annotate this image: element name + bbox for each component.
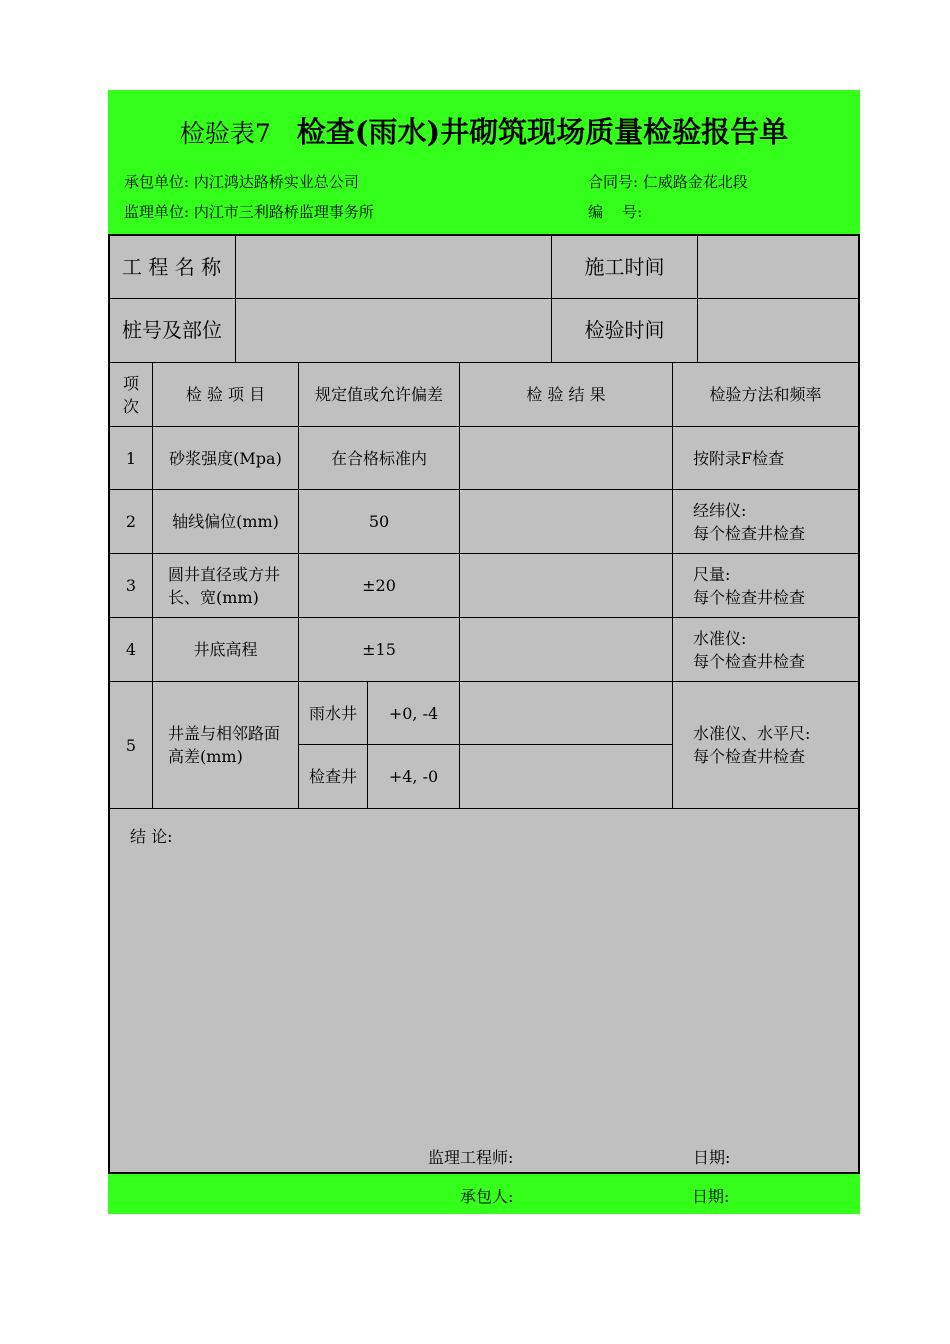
form-code: 检验表7 bbox=[179, 119, 271, 148]
row-2-no: 2 bbox=[125, 512, 137, 531]
row-2-spec: 50 bbox=[368, 512, 390, 531]
number-line bbox=[588, 201, 642, 222]
contract-line bbox=[588, 171, 748, 192]
page-title bbox=[108, 110, 860, 151]
station-label: 桩号及部位 bbox=[122, 318, 222, 342]
row-4-no: 4 bbox=[125, 640, 137, 659]
row-4-result[interactable] bbox=[460, 618, 672, 681]
row-5b-spec: +4, -0 bbox=[388, 767, 439, 786]
inspection-table bbox=[108, 234, 860, 1174]
contract-label: 合同号: bbox=[588, 173, 639, 191]
row-5a-spec: +0, -4 bbox=[388, 703, 439, 723]
row-1-method: 按附录F检查 bbox=[693, 448, 785, 468]
row-5a-result[interactable] bbox=[460, 682, 672, 744]
row-5-no: 5 bbox=[125, 735, 137, 755]
row-3-method: 尺量: 每个检查井检查 bbox=[693, 564, 806, 607]
row-2-result[interactable] bbox=[460, 490, 672, 553]
row-2-item: 轴线偏位(mm) bbox=[172, 512, 279, 531]
engineer-label: 监理工程师: bbox=[428, 1147, 514, 1167]
row-2-method: 经纬仪: 每个检查井检查 bbox=[693, 500, 806, 543]
supervisor-value: 内江市三利路桥监理事务所 bbox=[193, 203, 374, 221]
footer-date-label: 日期: bbox=[692, 1187, 730, 1206]
form-header bbox=[108, 90, 860, 234]
project-name-value[interactable] bbox=[236, 236, 551, 298]
supervisor-line bbox=[124, 201, 374, 222]
contractor-line bbox=[124, 171, 359, 192]
number-label: 编 号: bbox=[588, 203, 643, 221]
col-method-header: 检验方法和频率 bbox=[709, 385, 822, 404]
conclusion-date-label: 日期: bbox=[693, 1147, 731, 1167]
row-1-no: 1 bbox=[125, 448, 137, 468]
row-4-item: 井底高程 bbox=[193, 640, 258, 659]
project-name-label: 工 程 名 称 bbox=[122, 254, 222, 279]
row-3-item: 圆井直径或方井 长、宽(mm) bbox=[168, 564, 281, 607]
construction-time-value[interactable] bbox=[698, 236, 858, 298]
row-1-item: 砂浆强度(Mpa) bbox=[169, 448, 282, 468]
form-footer bbox=[108, 1174, 860, 1214]
station-value[interactable] bbox=[236, 299, 551, 362]
row-5a-type: 雨水井 bbox=[308, 703, 357, 723]
conclusion-area[interactable] bbox=[110, 848, 858, 1138]
form-title: 检查(雨水)井砌筑现场质量检验报告单 bbox=[296, 115, 789, 149]
inspection-time-label: 检验时间 bbox=[584, 318, 665, 342]
col-spec-header: 规定值或允许偏差 bbox=[314, 385, 443, 404]
row-1-spec: 在合格标准内 bbox=[330, 448, 427, 468]
contractor-label: 承包单位: bbox=[124, 173, 190, 191]
col-item-header: 检 验 项 目 bbox=[185, 385, 266, 404]
row-4-spec: ±15 bbox=[362, 640, 396, 659]
row-3-no: 3 bbox=[125, 576, 137, 595]
row-3-result[interactable] bbox=[460, 554, 672, 617]
row-1-result[interactable] bbox=[460, 427, 672, 489]
row-3-spec: ±20 bbox=[362, 576, 396, 595]
supervisor-label: 监理单位: bbox=[124, 203, 190, 221]
row-4-method: 水准仪: 每个检查井检查 bbox=[693, 628, 806, 671]
construction-time-label: 施工时间 bbox=[584, 254, 665, 279]
col-result-header: 检 验 结 果 bbox=[526, 385, 606, 404]
row-5-method: 水准仪、水平尺: 每个检查井检查 bbox=[693, 724, 811, 766]
row-5-item: 井盖与相邻路面 高差(mm) bbox=[168, 724, 281, 766]
row-5b-type: 检查井 bbox=[308, 767, 357, 786]
inspection-time-value[interactable] bbox=[698, 299, 858, 362]
conclusion-label: 结 论: bbox=[130, 826, 173, 846]
contractor-person-label: 承包人: bbox=[460, 1187, 514, 1206]
row-5b-result[interactable] bbox=[460, 745, 672, 808]
contractor-value: 内江鸿达路桥实业总公司 bbox=[193, 173, 359, 191]
contract-value: 仁威路金花北段 bbox=[642, 173, 748, 191]
col-no-header: 项 次 bbox=[122, 373, 139, 416]
